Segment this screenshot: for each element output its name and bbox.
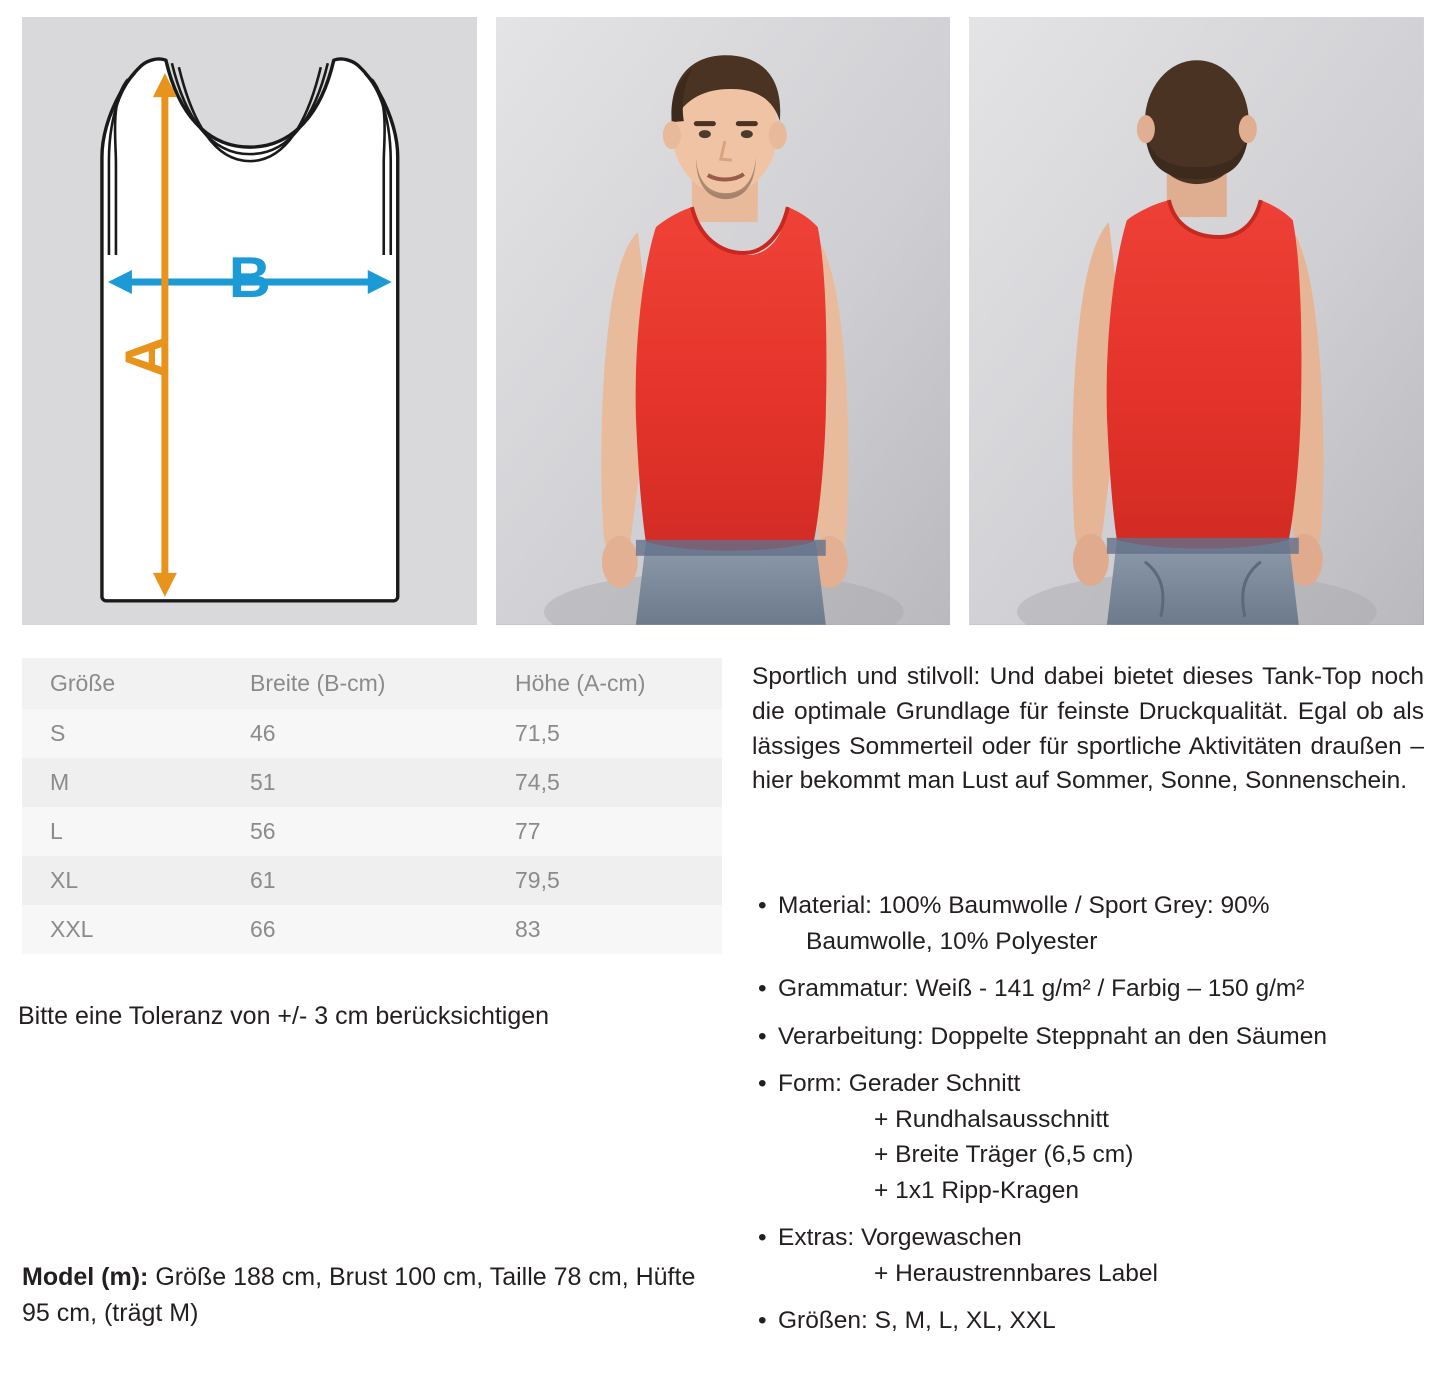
tolerance-note: Bitte eine Toleranz von +/- 3 cm berücksichtigen	[18, 1002, 550, 1030]
list-item	[752, 1019, 1432, 1055]
cell-size: M	[22, 758, 222, 807]
feature-continuation: Baumwolle, 10% Polyester	[806, 927, 1098, 955]
table-row	[22, 807, 722, 856]
table-row	[22, 856, 722, 905]
model-back-photo	[969, 17, 1424, 625]
cell-size: XL	[22, 856, 222, 905]
model-front-illustration	[496, 17, 951, 625]
tank-top-technical-drawing	[22, 17, 477, 625]
cell-size: XXL	[22, 905, 222, 954]
feature-sub-item: + Breite Träger (6,5 cm)	[874, 1141, 1134, 1169]
list-item	[752, 971, 1432, 1007]
cell-height: 83	[487, 905, 722, 954]
cell-width: 66	[222, 905, 487, 954]
product-feature-list	[752, 888, 1432, 1341]
model-front-photo	[496, 17, 951, 625]
feature-sub-item: + Heraustrennbares Label	[874, 1259, 1158, 1287]
size-table-header-row	[22, 658, 722, 709]
cell-height: 77	[487, 807, 722, 856]
cell-height: 71,5	[487, 709, 722, 758]
feature-text: Form: Gerader Schnitt	[778, 1070, 1021, 1098]
height-label: A	[113, 336, 178, 378]
product-image-row	[22, 17, 1424, 625]
cell-width: 61	[222, 856, 487, 905]
size-table	[22, 658, 722, 954]
cell-width: 46	[222, 709, 487, 758]
product-description: Sportlich und stilvoll: Und dabei bietet dieses Tank-Top noch die optimale Grundlage für feinste Druckqualität. Egal ob als lässiges Sommerteil oder für sportliche Aktivitäten draußen – hier bekommt man Lust auf Sommer, Sonne, Sonnenschein.	[752, 663, 1424, 795]
column-header-size: Größe	[22, 658, 222, 709]
column-header-height: Höhe (A-cm)	[487, 658, 722, 709]
width-label: B	[228, 246, 271, 311]
table-row	[22, 709, 722, 758]
list-item	[752, 888, 1432, 959]
model-info	[22, 1260, 722, 1331]
table-row	[22, 758, 722, 807]
feature-text: Verarbeitung: Doppelte Steppnaht an den Säumen	[778, 1022, 1327, 1050]
cell-size: S	[22, 709, 222, 758]
feature-text: Material: 100% Baumwolle / Sport Grey: 90%	[778, 892, 1270, 919]
cell-size: L	[22, 807, 222, 856]
technical-drawing-panel	[22, 17, 477, 625]
list-item	[752, 1066, 1432, 1208]
table-row	[22, 905, 722, 954]
feature-sub-item: + Rundhalsausschnitt	[874, 1105, 1109, 1133]
model-info-label: Model (m):	[22, 1263, 149, 1291]
size-table-wrapper	[22, 658, 722, 954]
cell-height: 79,5	[487, 856, 722, 905]
model-info-text: Größe 188 cm, Brust 100 cm, Taille 78 cm, Hüfte 95 cm, (trägt M)	[22, 1263, 696, 1327]
column-header-width: Breite (B-cm)	[222, 658, 487, 709]
feature-text: Extras: Vorgewaschen	[778, 1224, 1022, 1252]
feature-text: Größen: S, M, L, XL, XXL	[778, 1307, 1056, 1335]
model-back-illustration	[969, 17, 1424, 625]
cell-width: 51	[222, 758, 487, 807]
list-item	[752, 1220, 1432, 1291]
cell-height: 74,5	[487, 758, 722, 807]
cell-width: 56	[222, 807, 487, 856]
list-item	[752, 1303, 1432, 1339]
product-details-section	[0, 640, 1445, 1376]
feature-sub-item: + 1x1 Ripp-Kragen	[874, 1176, 1079, 1204]
feature-text: Grammatur: Weiß - 141 g/m² / Farbig – 150 g/m²	[778, 975, 1305, 1003]
